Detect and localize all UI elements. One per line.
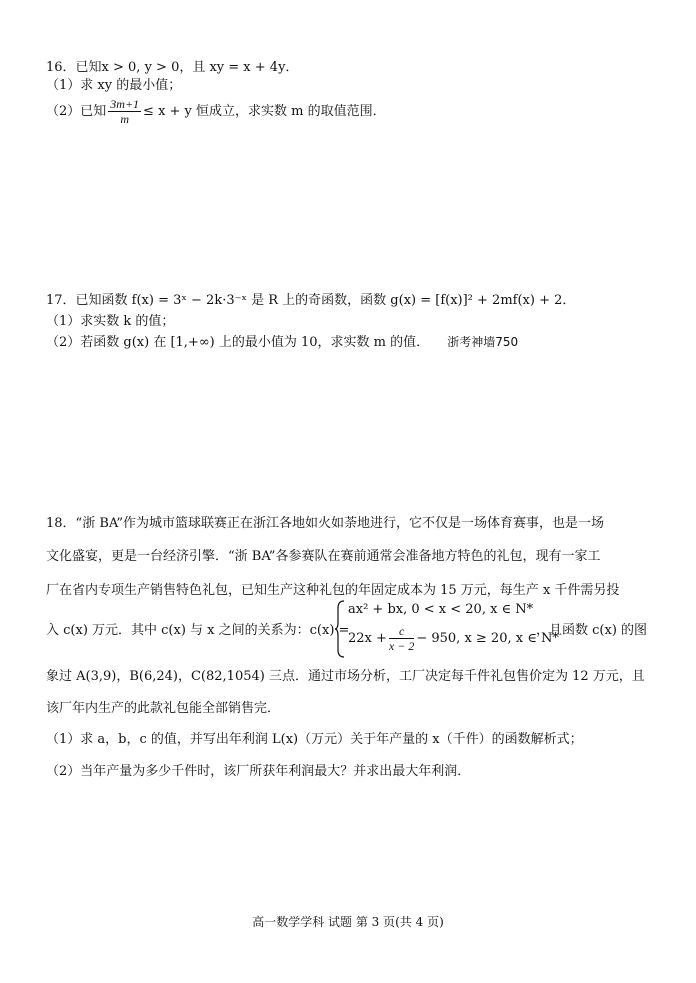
q16-frac-den: m (120, 112, 129, 126)
q16-fraction (108, 97, 141, 126)
q16-title: 16．已知x > 0, y > 0，且 xy = x + 4y． (46, 60, 299, 75)
q18-line6: 该厂年内生产的此款礼包能全部销售完． (46, 701, 281, 716)
q16-part1: （1）求 xy 的最小值； (46, 78, 182, 93)
q18-line4-suffix: ，且函数 c(x) 的图 (536, 623, 648, 638)
case2-frac-den: x − 2 (388, 639, 415, 653)
q18-line5: 象过 A(3,9)，B(6,24)，C(82,1054) 三点．通过市场分析，工厂决定每千件礼包售价定为 12 万元，且 (46, 669, 645, 684)
q16-part2 (46, 96, 386, 128)
case2-frac-num: c (389, 624, 414, 639)
piecewise-case1: ax² + bx, 0 < x < 20, x ∈ N* (348, 602, 534, 617)
q17-part2-text: （2）若函数 g(x) 在 [1,+∞) 上的最小值为 10，求实数 m 的值． (46, 335, 430, 350)
case2-part-b: − 950, x ≥ 20, x ∈ N* (416, 631, 559, 646)
case2-fraction (389, 624, 414, 653)
q18-line3: 厂在省内专项生产销售特色礼包，已知生产这种礼包的年固定成本为 15 万元，每生产 x 千件需另投 (46, 583, 620, 598)
q17-part2 (46, 333, 518, 352)
q18-line1: 18．“浙 BA”作为城市篮球联赛正在浙江各地如火如荼地进行，它不仅是一场体育赛事，也是一场 (46, 516, 604, 531)
q16-part2-prefix: （2）已知 (46, 104, 107, 119)
q18-line4-prefix: 入 c(x) 万元．其中 c(x) 与 x 之间的关系为：c(x) = (46, 623, 350, 638)
page-footer: 高一数学学科 试题 第 3 页(共 4 页) (252, 915, 444, 929)
q16-part2-suffix: ≤ x + y 恒成立，求实数 m 的取值范围． (143, 104, 386, 119)
piecewise-brace (334, 600, 346, 658)
q17-title: 17．已知函数 f(x) = 3ˣ − 2k·3⁻ˣ 是 R 上的奇函数，函数 g(x) = [f(x)]² + 2mf(x) + 2． (46, 293, 576, 308)
q18-line2: 文化盛宴，更是一台经济引擎．“浙 BA”各参赛队在赛前通常会准备地方特色的礼包，现有一家工 (46, 549, 601, 564)
q18-part2: （2）当年产量为多少千件时，该厂所获年利润最大？并求出最大年利润． (46, 764, 471, 779)
q16-frac-num: 3m+1 (110, 97, 140, 111)
watermark-text: 浙考神墙750 (447, 335, 519, 349)
case2-part-a: 22x + (348, 631, 387, 646)
left-brace-icon (334, 600, 346, 658)
piecewise-case2 (348, 624, 559, 654)
q18-part1: （1）求 a，b，c 的值，并写出年利润 L(x)（万元）关于年产量的 x（千件）的函数解析式； (46, 732, 583, 747)
q17-part1: （1）求实数 k 的值； (46, 314, 175, 329)
